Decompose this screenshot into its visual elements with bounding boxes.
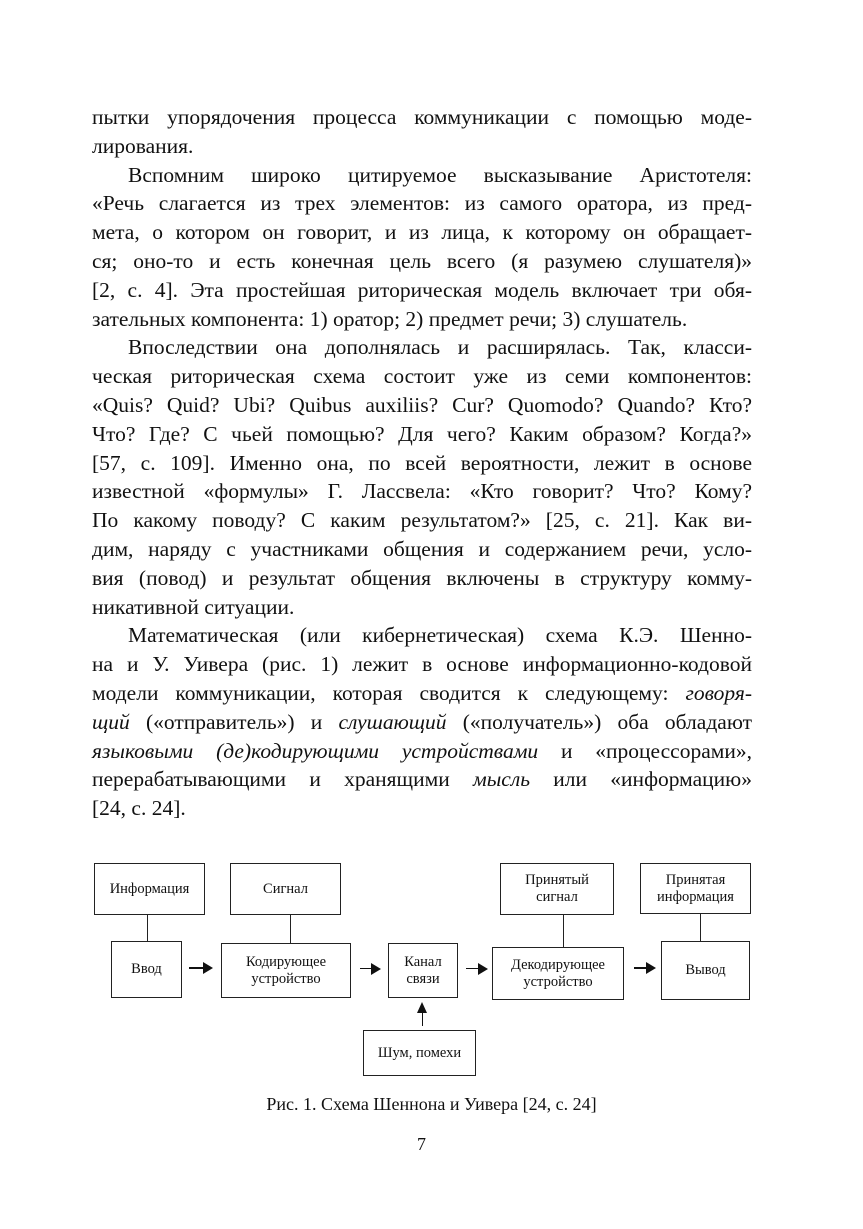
text-segment: и «процессорами», [538,738,752,763]
text-line [92,650,752,679]
text-line [92,564,752,593]
text-line [92,362,752,391]
text-line [92,247,752,276]
paragraph [92,621,752,823]
box-output [661,941,750,1000]
italic-text: слушающий [338,709,447,734]
text-segment: «Речь слагается из трех элементов: из самого оратора, из пред- [92,191,752,216]
text-segment: («отправитель») и [129,709,339,734]
text-line [92,305,752,334]
text-line [92,708,752,737]
arrow-right-icon [189,967,211,969]
body-text [92,103,752,823]
italic-text: говоря- [685,680,752,705]
box-received-information [640,863,751,914]
text-line [92,506,752,535]
arrow-right-icon [634,967,654,969]
paragraph [92,161,752,334]
text-line [92,218,752,247]
box-label: Декодирующее устройство [511,956,605,990]
box-label: Шум, помехи [377,1044,462,1061]
text-segment: [2, с. 4]. Эта простейшая риторическая модель включает три обя- [92,277,752,302]
text-line [92,449,752,478]
italic-text: щий [92,709,130,734]
box-label: Ввод [131,961,162,977]
text-segment: на и У. Уивера (рис. 1) лежит в основе информационно-кодовой [92,652,752,677]
box-label: Канал связи [404,953,442,987]
text-segment: («получатель») оба обладают [446,709,752,734]
text-segment: вия (повод) и результат общения включены в структуру комму- [92,565,752,590]
text-line [92,593,752,622]
box-signal [230,863,341,915]
page-number: 7 [417,1134,426,1154]
text-segment: или «информацию» [530,767,752,792]
box-label: Информация [109,880,190,897]
figure-caption: Рис. 1. Схема Шеннона и Уивера [24, с. 24] [266,1094,597,1114]
text-line [92,161,752,190]
box-channel [388,943,458,998]
text-segment: лирования. [92,133,194,158]
text-line [92,737,752,766]
text-line [92,391,752,420]
text-line [92,132,752,161]
text-segment: «Quis? Quid? Ubi? Quibus auxiliis? Cur? Quomodo? Quando? Кто? [92,392,752,417]
connector-line [147,914,148,942]
text-line [92,103,752,132]
box-received-signal [500,863,614,915]
text-line [92,765,752,794]
italic-text: мысль [473,767,530,792]
box-encoder [221,943,351,998]
arrow-up-head [417,1002,427,1013]
text-segment: Впоследствии она дополнялась и расширялась. Так, класси- [128,335,752,360]
text-segment: ческая риторическая схема состоит уже из семи компонентов: [92,364,752,389]
text-line [92,333,752,362]
text-line [92,420,752,449]
box-label: Вывод [685,962,726,978]
text-segment: мета, о котором он говорит, и из лица, к которому он обращает- [92,220,752,245]
box-label: Сигнал [263,880,308,897]
italic-text: языковыми (де)кодирующими устройствами [92,738,539,763]
text-line [92,794,752,823]
text-segment: По какому поводу? С каким результатом?» [25, с. 21]. Как ви- [92,508,752,533]
arrow-right-icon [466,968,486,969]
paragraph [92,333,752,621]
connector-line [700,913,701,942]
text-segment: дим, наряду с участниками общения и содержанием речи, усло- [92,536,752,561]
text-line [92,621,752,650]
text-line [92,276,752,305]
text-segment: [24, с. 24]. [92,796,186,821]
text-line [92,535,752,564]
box-label: Принятая информация [657,871,734,905]
arrow-up-icon [422,1011,423,1026]
arrow-right-icon [360,968,379,969]
connector-line [563,914,564,948]
text-segment: перерабатывающими и хранящими [92,767,474,792]
paragraph [92,103,752,161]
text-segment: зательных компонента: 1) оратор; 2) предмет речи; 3) слушатель. [92,306,688,331]
box-noise [363,1030,476,1076]
box-label: Принятый сигнал [525,872,589,905]
text-segment: Математическая (или кибернетическая) схема К.Э. Шенно- [128,623,752,648]
text-line [92,477,752,506]
box-decoder [492,947,624,1000]
text-line [92,679,752,708]
text-line [92,189,752,218]
text-segment: никативной ситуации. [92,594,295,619]
text-segment: модели коммуникации, которая сводится к следующему: [92,680,686,705]
text-segment: Что? Где? С чьей помощью? Для чего? Каким образом? Когда?» [92,421,752,446]
text-segment: Вспомним широко цитируемое высказывание Аристотеля: [128,162,752,187]
box-label: Кодирующее устройство [245,953,327,987]
text-segment: известной «формулы» Г. Лассвела: «Кто говорит? Что? Кому? [92,479,752,504]
connector-line [290,914,291,944]
text-segment: ся; оно-то и есть конечная цель всего (я разумею слушателя)» [92,248,752,273]
text-segment: [57, с. 109]. Именно она, по всей вероятности, лежит в основе [92,450,752,475]
box-information [94,863,205,915]
text-segment: пытки упорядочения процесса коммуникации с помощью моде- [92,105,752,129]
box-input [111,941,182,998]
